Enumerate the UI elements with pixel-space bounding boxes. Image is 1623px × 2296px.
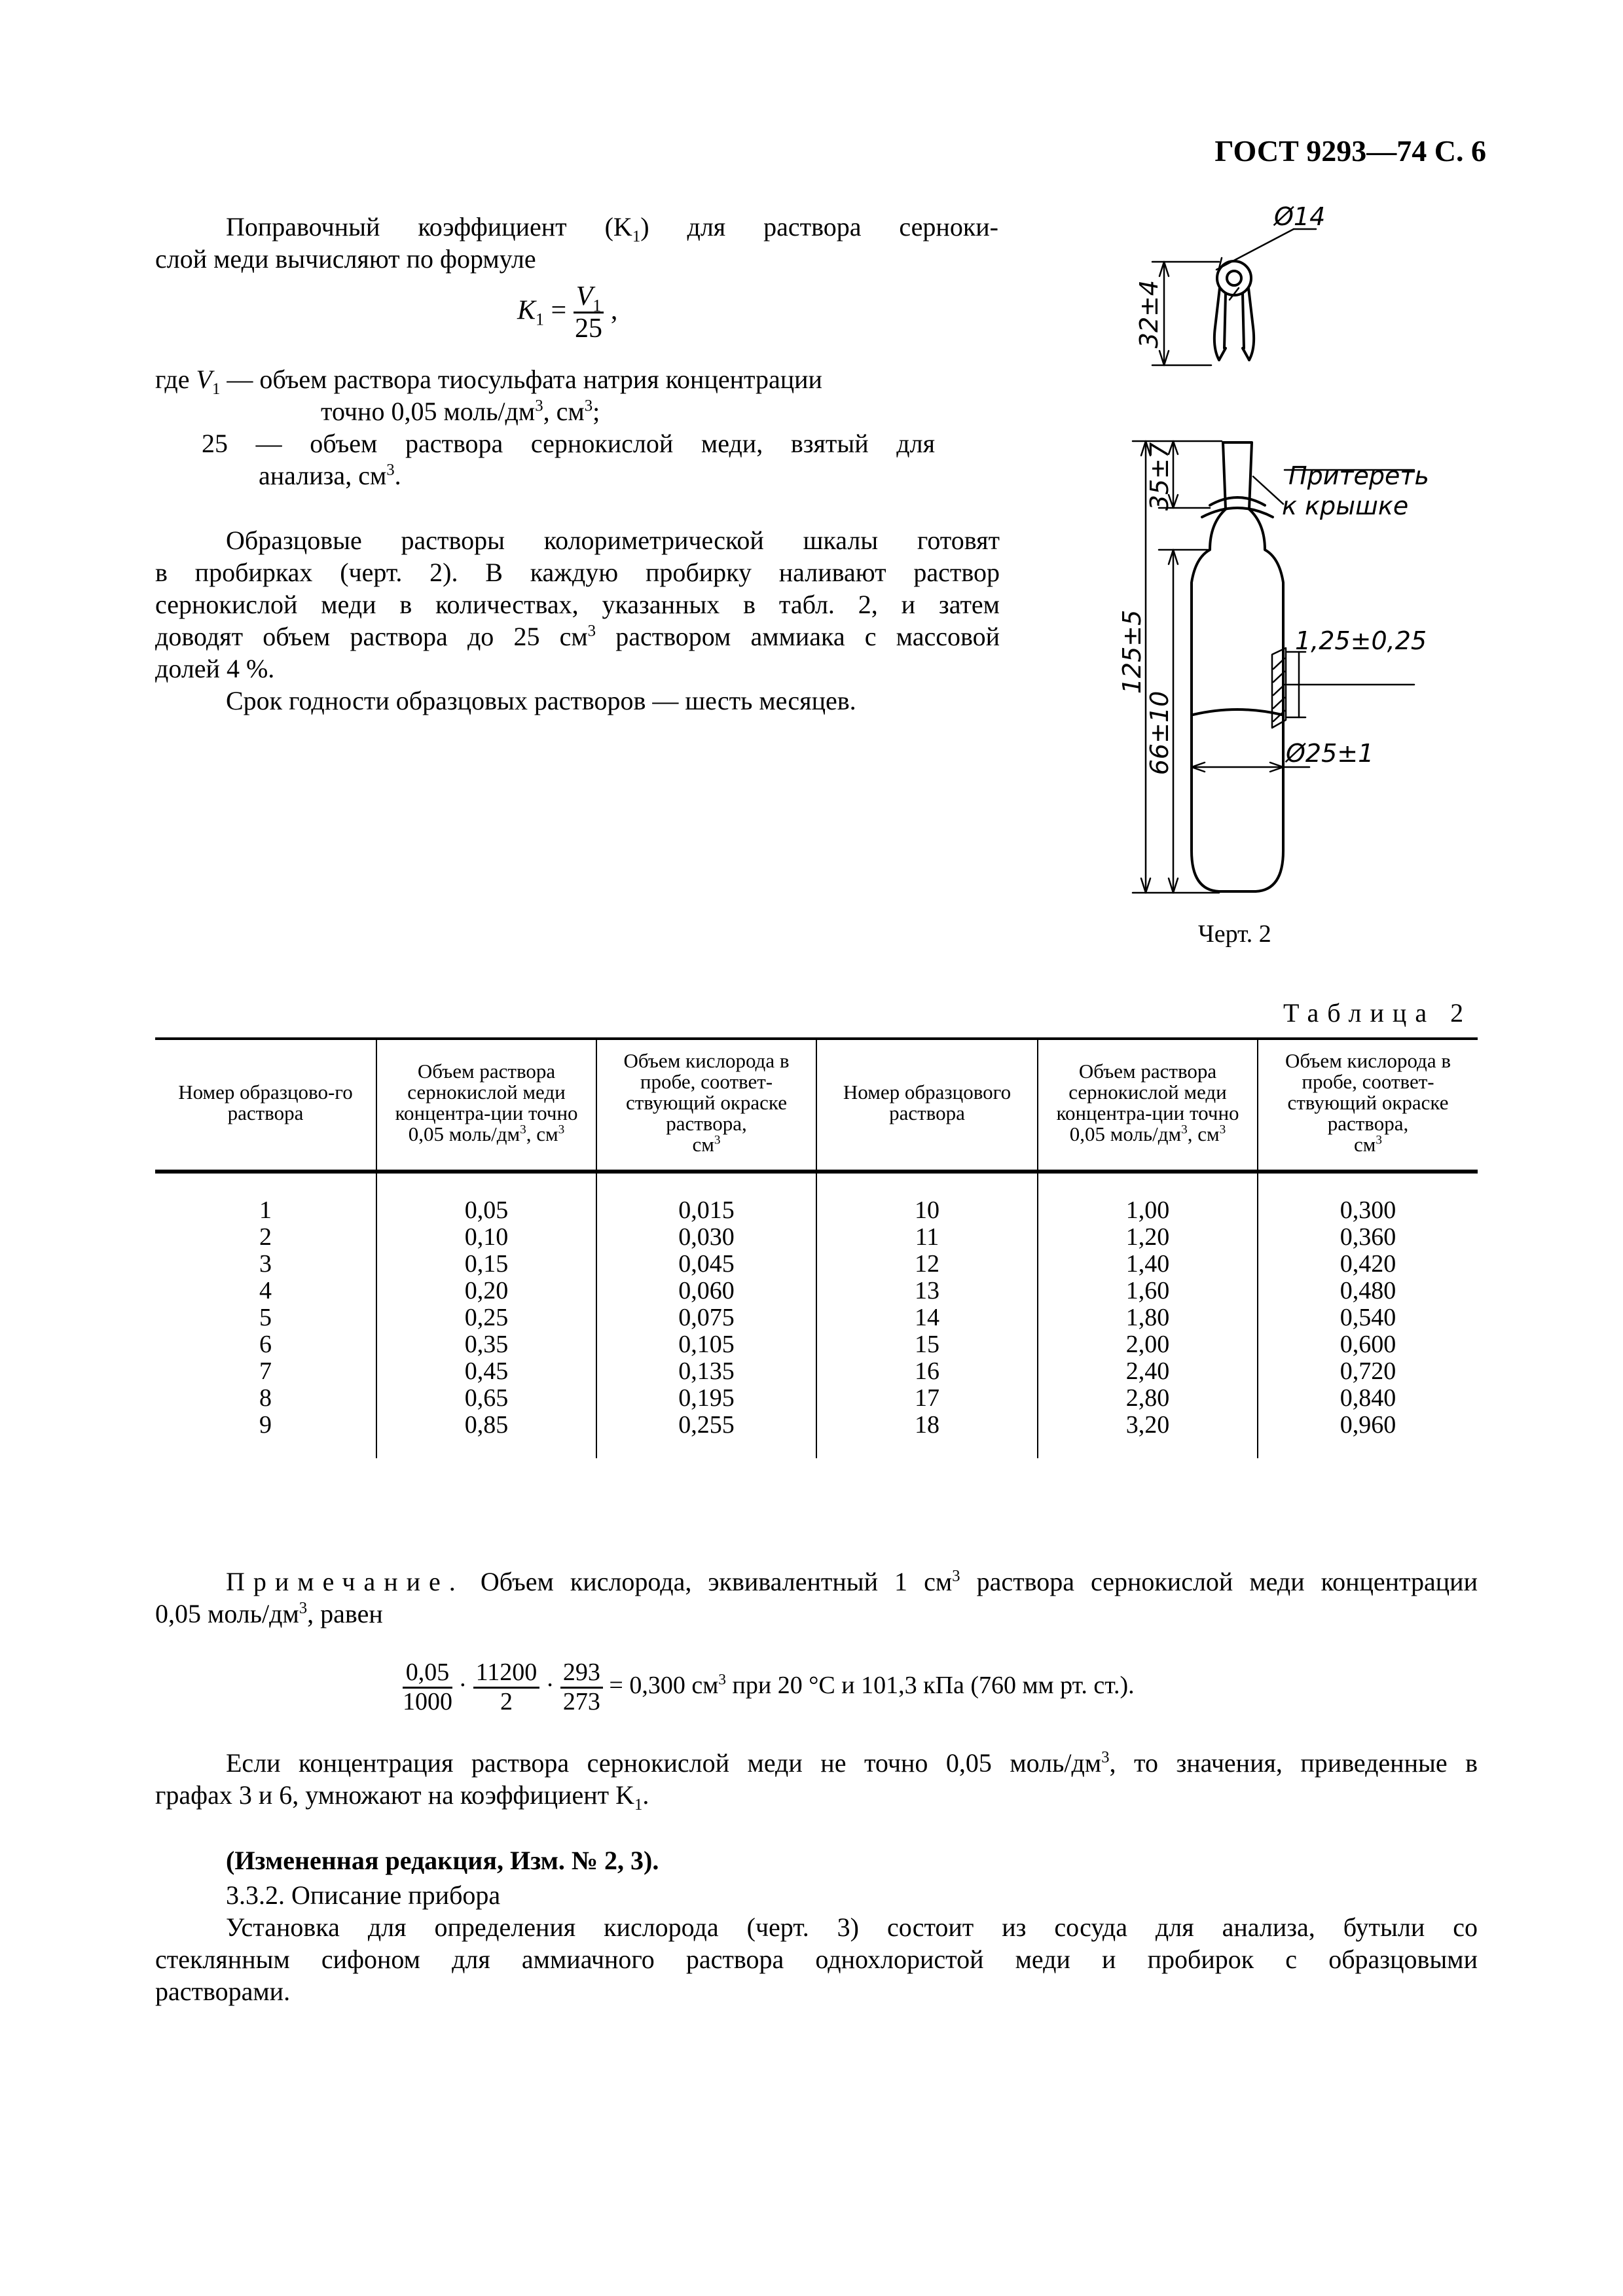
table-cell: 4 [155, 1278, 376, 1304]
section-line-3: растворами. [155, 1977, 291, 2006]
table-row [155, 1331, 1478, 1358]
table-cell: 1,00 [1038, 1172, 1258, 1224]
section-line-1: Установка для определения кислорода (черт. 3) состоит из сосуда для анализа, бутыли со [226, 1912, 1478, 1942]
table-cell: 0,720 [1340, 1357, 1396, 1385]
table-cell: 7 [155, 1358, 376, 1385]
table-row [155, 1278, 1478, 1304]
table-cell: 2,00 [1038, 1331, 1258, 1358]
formula-k1: $K_1$ = $\frac{V_1}{25}$ , [517, 281, 618, 344]
note-formula: $\frac{0,05}{1000}$ · $\frac{11200}{2}$ · $\frac{293}{273}$ = 0,300 $см^3$ при 20 °С и 101,3 кПа (760 мм рт. ст.). [403, 1659, 1135, 1715]
table-cell: 13 [816, 1278, 1038, 1304]
table-cell: 10 [816, 1172, 1038, 1224]
table-cell: 11 [816, 1224, 1038, 1251]
section-line-2: стеклянным сифоном для аммиачного раствора однохлористой меди и пробирок с образцовыми [155, 1945, 1478, 1974]
table-cell: 18 [816, 1412, 1038, 1458]
dim-35-label: 35±7 [1145, 442, 1174, 511]
col-header-1: Номер образцово-го раствора [155, 1039, 376, 1172]
table-row [155, 1224, 1478, 1251]
table-cell: 15 [816, 1331, 1038, 1358]
table-row [155, 1251, 1478, 1278]
samples-line-4: доводят объем раствора до 25 $см^3$ раствором аммиака с массовой [155, 622, 1000, 651]
table-cell: 2,40 [1038, 1358, 1258, 1385]
samples-line-6: Срок годности образцовых растворов — шесть месяцев. [226, 686, 856, 715]
table-row [155, 1358, 1478, 1385]
table-cell: 2,80 [1038, 1385, 1258, 1412]
intro-line-1: Поправочный коэффициент $(K_1)$ для раствора серноки- [226, 212, 998, 245]
table-cell: 0,030 [596, 1224, 816, 1251]
table-cell: 0,20 [376, 1278, 596, 1304]
conc-line-2: графах 3 и 6, умножают на коэффициент $K_1$. [155, 1780, 649, 1814]
drawing-caption: Черт. 2 [1198, 920, 1271, 948]
table-cell: 1 [155, 1172, 376, 1224]
table-cell: 0,15 [376, 1251, 596, 1278]
table-cell: 0,05 [376, 1172, 596, 1224]
samples-paragraph [155, 524, 1000, 717]
samples-line-5: долей 4 %. [155, 654, 275, 683]
samples-line-1: Образцовые растворы колориметрической шкалы готовят [226, 526, 1000, 555]
table-cell: 0,420 [1340, 1250, 1396, 1278]
table-cell: 0,015 [596, 1172, 816, 1224]
col-header-3: Объем кислорода в пробе, соответ-ствующий окраске раствора, $см^3$ [596, 1039, 816, 1172]
table-cell: 0,075 [596, 1304, 816, 1331]
table-cell: 0,480 [1340, 1277, 1396, 1304]
table-cell: 2 [155, 1224, 376, 1251]
conc-line-1: Если концентрация раствора сернокислой меди не точно 0,05 моль/$дм^3$, то значения, приведенные в [226, 1748, 1478, 1778]
table-cell: 9 [155, 1412, 376, 1458]
note-line-2: 0,05 моль/$дм^3$, равен [155, 1599, 383, 1628]
table-cell: 0,65 [376, 1385, 596, 1412]
table-cell: 0,840 [1340, 1384, 1396, 1412]
table-cell: 8 [155, 1385, 376, 1412]
table-cell: 0,25 [376, 1304, 596, 1331]
dim-32-label: 32±4 [1135, 279, 1163, 349]
samples-line-3: сернокислой меди в количествах, указанных в табл. 2, и затем [155, 590, 1000, 619]
table-cell: 0,45 [376, 1358, 596, 1385]
table-cell: 1,80 [1038, 1304, 1258, 1331]
table-cell: 6 [155, 1331, 376, 1358]
table-cell: 0,85 [376, 1412, 596, 1458]
section-heading: 3.3.2. Описание прибора [226, 1880, 501, 1910]
table-cell: 0,255 [596, 1412, 816, 1458]
cap-outline [1214, 261, 1254, 360]
note-label-1: Притереть [1288, 461, 1429, 490]
table-cell: 5 [155, 1304, 376, 1331]
table-2 [155, 1037, 1478, 1458]
table-cell: 0,540 [1340, 1304, 1396, 1331]
table-cell: 17 [816, 1385, 1038, 1412]
tube-drawing [1048, 196, 1453, 903]
col-header-2: Объем раствора сернокислой меди концентра-ции точно 0,05 моль/$дм^3$, $см^3$ [376, 1039, 596, 1172]
where-v1-line: где $V_1$ — объем раствора тиосульфата натрия концентрации [155, 365, 822, 398]
where-v1-line-2: точно 0,05 моль/$дм^3$, $см^3$; [321, 397, 600, 426]
table-row [155, 1304, 1478, 1331]
cap-dimensions [1152, 229, 1316, 365]
table-cell: 0,135 [596, 1358, 816, 1385]
table-cell: 12 [816, 1251, 1038, 1278]
dim-125-label: 125±5 [1118, 609, 1146, 694]
dim-d25-label: Ø25±1 [1286, 739, 1374, 768]
edition-note: (Измененная редакция, Изм. № 2, 3). [226, 1846, 659, 1875]
tube-outline [1192, 442, 1283, 891]
table-row [155, 1172, 1478, 1224]
dim-66-label: 66±10 [1145, 691, 1174, 776]
table-cell: 0,060 [596, 1278, 816, 1304]
table-cell: 0,600 [1340, 1331, 1396, 1358]
table-cell: 3,20 [1038, 1412, 1258, 1458]
table-cell: 3 [155, 1251, 376, 1278]
table-row [155, 1412, 1478, 1458]
dim-d14-label: Ø14 [1274, 202, 1326, 231]
note-line-1: Примечание. Объем кислорода, эквивалентный 1 $см^3$ раствора сернокислой меди концентрации [226, 1567, 1478, 1596]
samples-line-2: в пробирках (черт. 2). В каждую пробирку наливают раствор [155, 558, 1000, 587]
col-header-5: Объем раствора сернокислой меди концентра-ции точно 0,05 моль/$дм^3$, $см^3$ [1038, 1039, 1258, 1172]
table-body [155, 1172, 1478, 1458]
note-label-2: к крышке [1282, 492, 1409, 520]
table-cell: 0,045 [596, 1251, 816, 1278]
table-cell: 0,195 [596, 1385, 816, 1412]
table-title: Таблица 2 [1283, 998, 1472, 1028]
table-cell: 1,60 [1038, 1278, 1258, 1304]
where-25-line: 25 — объем раствора сернокислой меди, взятый для [202, 429, 935, 458]
intro-line-2: слой меди вычисляют по формуле [155, 244, 536, 274]
table-cell: 0,105 [596, 1331, 816, 1358]
table-cell: 0,300 [1340, 1196, 1396, 1224]
col-header-4: Номер образцового раствора [816, 1039, 1038, 1172]
table-cell: 1,40 [1038, 1251, 1258, 1278]
table-cell: 0,10 [376, 1224, 596, 1251]
table-cell: 0,360 [1340, 1223, 1396, 1251]
dim-wall-label: 1,25±0,25 [1295, 626, 1427, 655]
page-header: ГОСТ 9293—74 С. 6 [1214, 134, 1486, 168]
table-cell: 16 [816, 1358, 1038, 1385]
table-cell: 14 [816, 1304, 1038, 1331]
table-cell: 1,20 [1038, 1224, 1258, 1251]
where-25-line-2: анализа, $см^3$. [259, 461, 401, 490]
table-cell: 0,960 [1340, 1411, 1396, 1439]
col-header-6: Объем кислорода в пробе, соответ-ствующий окраске раствора, $см^3$ [1285, 1049, 1451, 1156]
table-row [155, 1385, 1478, 1412]
table-cell: 0,35 [376, 1331, 596, 1358]
